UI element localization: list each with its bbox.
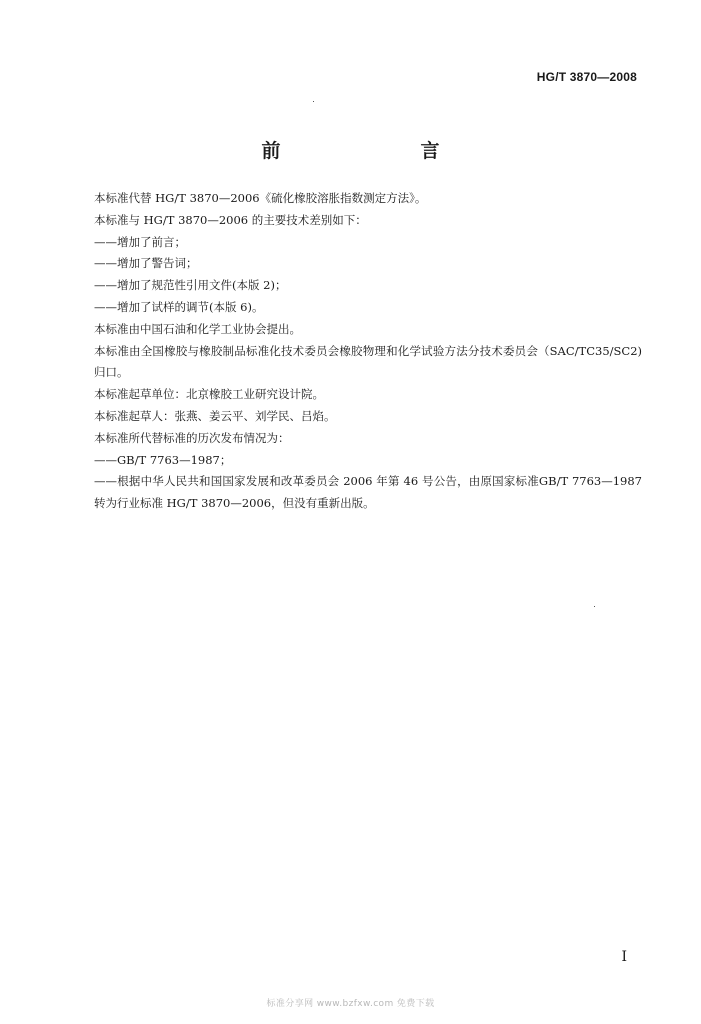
paragraph-proposed-by: 本标准由中国石油和化学工业协会提出。 xyxy=(94,321,301,336)
list-item-history-conversion: ——根据中华人民共和国国家发展和改革委员会 2006 年第 46 号公告，由原国家标准GB/T 7763—1987 转为行业标准 HG/T 3870—2006，但没有重新出版。 xyxy=(94,474,642,511)
scan-speck xyxy=(594,606,595,607)
list-item-warning: ——增加了警告词； xyxy=(94,256,198,271)
foreword-body xyxy=(74,188,642,515)
watermark: 标准分享网 www.bzfxw.com 免费下载 xyxy=(266,999,435,1009)
paragraph-drafters: 本标准起草人：张燕、姜云平、刘学民、吕焰。 xyxy=(94,408,336,423)
list-item-history-gbt: ——GB/T 7763—1987； xyxy=(94,452,232,467)
paragraph-replaces: 本标准代替 HG/T 3870—2006《硫化橡胶溶胀指数测定方法》。 xyxy=(94,191,427,205)
page-number: I xyxy=(621,949,627,965)
list-item-normative-references: ——增加了规范性引用文件(本版 2)； xyxy=(94,278,287,293)
paragraph-under-jurisdiction: 本标准由全国橡胶与橡胶制品标准化技术委员会橡胶物理和化学试验方法分技术委员会（SAC/TC35/SC2)归口。 xyxy=(94,343,642,380)
page-title: 前 言 xyxy=(261,140,474,162)
scan-speck xyxy=(313,101,314,102)
standard-code-header: HG/T 3870—2008 xyxy=(536,70,637,84)
list-item-specimen-conditioning: ——增加了试样的调节(本版 6)。 xyxy=(94,299,264,314)
paragraph-history-intro: 本标准所代替标准的历次发布情况为： xyxy=(94,430,290,445)
paragraph-differences-intro: 本标准与 HG/T 3870—2006 的主要技术差别如下： xyxy=(94,212,367,227)
list-item-foreword: ——增加了前言； xyxy=(94,234,186,249)
paragraph-drafting-unit: 本标准起草单位：北京橡胶工业研究设计院。 xyxy=(94,387,324,402)
